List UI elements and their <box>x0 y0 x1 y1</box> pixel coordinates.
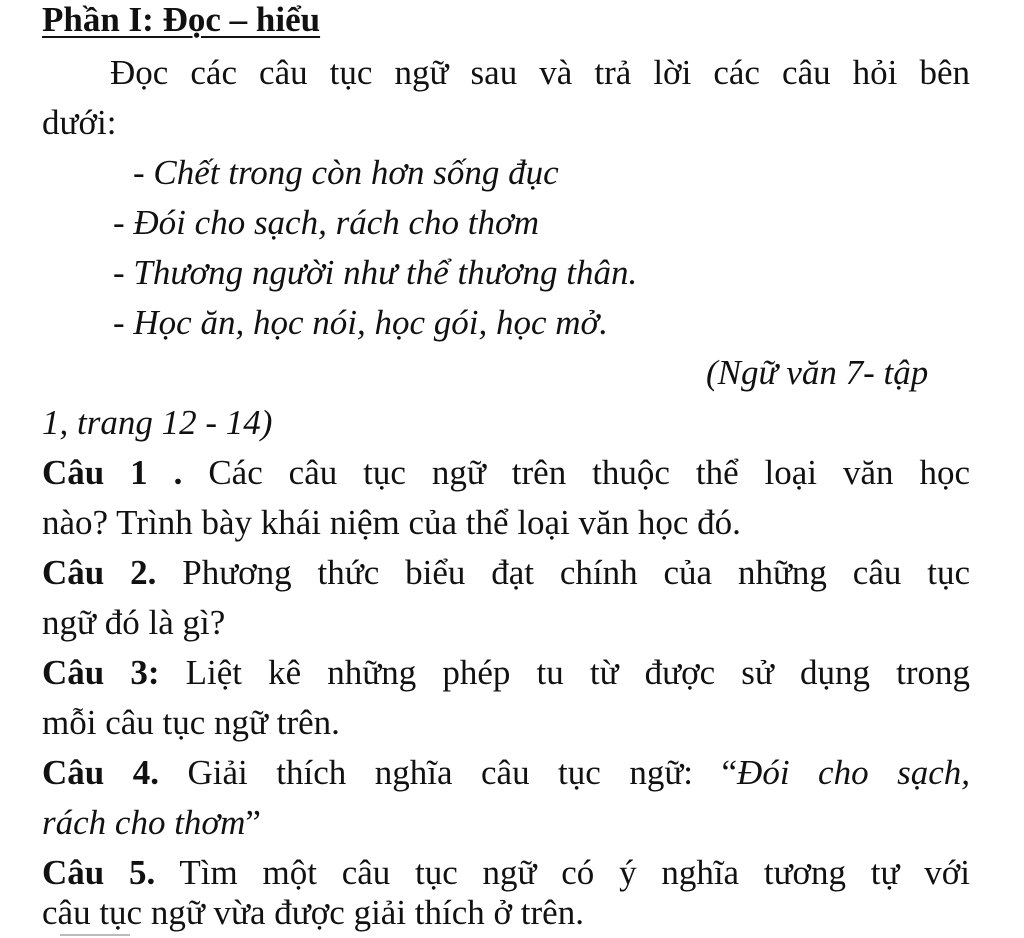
proverb-3: - Thương người như thể thương thân. <box>113 253 638 292</box>
source-line-2: 1, trang 12 - 14) <box>42 403 273 442</box>
question-4-quote-1: Đói cho sạch, <box>737 753 970 792</box>
proverb-1: - Chết trong còn hơn sống đục <box>133 153 559 192</box>
question-3-label: Câu 3: <box>42 653 160 692</box>
question-4-label: Câu 4. <box>42 753 159 792</box>
intro-line-2: dưới: <box>42 103 117 142</box>
question-2-text-2: ngữ đó là gì? <box>42 603 226 642</box>
intro-line-1: Đọc các câu tục ngữ sau và trả lời các câu hỏi bên <box>110 53 970 92</box>
question-4-close-quote: ” <box>245 803 261 842</box>
question-5-line-1 <box>42 853 970 893</box>
source-line-1: (Ngữ văn 7- tập <box>706 353 929 392</box>
question-5-text-1: Tìm một câu tục ngữ có ý nghĩa tương tự với <box>155 853 970 892</box>
question-1-text-1: Các câu tục ngữ trên thuộc thể loại văn học <box>182 453 970 492</box>
section-title: Phần I: Đọc – hiểu <box>42 0 321 39</box>
question-5-text-2: câu tục ngữ vừa được giải thích ở trên. <box>42 893 584 932</box>
question-3-line-1 <box>42 653 970 693</box>
page-edge-mark <box>60 934 130 936</box>
question-2-line-1 <box>42 553 970 593</box>
question-1-line-1 <box>42 453 970 493</box>
proverb-4: - Học ăn, học nói, học gói, học mở. <box>113 303 608 342</box>
question-1-label: Câu 1 . <box>42 453 183 492</box>
question-3-text-2: mỗi câu tục ngữ trên. <box>42 703 340 742</box>
question-4-quote-2: rách cho thơm <box>42 803 246 842</box>
question-1-text-2: nào? Trình bày khái niệm của thể loại văn học đó. <box>42 503 741 542</box>
question-2-text-1: Phương thức biểu đạt chính của những câu tục <box>156 553 970 592</box>
question-4-line-2 <box>42 803 261 843</box>
question-5-label: Câu 5. <box>42 853 156 892</box>
question-4-line-1 <box>42 753 970 793</box>
question-3-text-1: Liệt kê những phép tu từ được sử dụng trong <box>159 653 970 692</box>
question-4-text-1: Giải thích nghĩa câu tục ngữ: “ <box>159 753 738 792</box>
question-2-label: Câu 2. <box>42 553 157 592</box>
proverb-2: - Đói cho sạch, rách cho thơm <box>113 203 539 242</box>
